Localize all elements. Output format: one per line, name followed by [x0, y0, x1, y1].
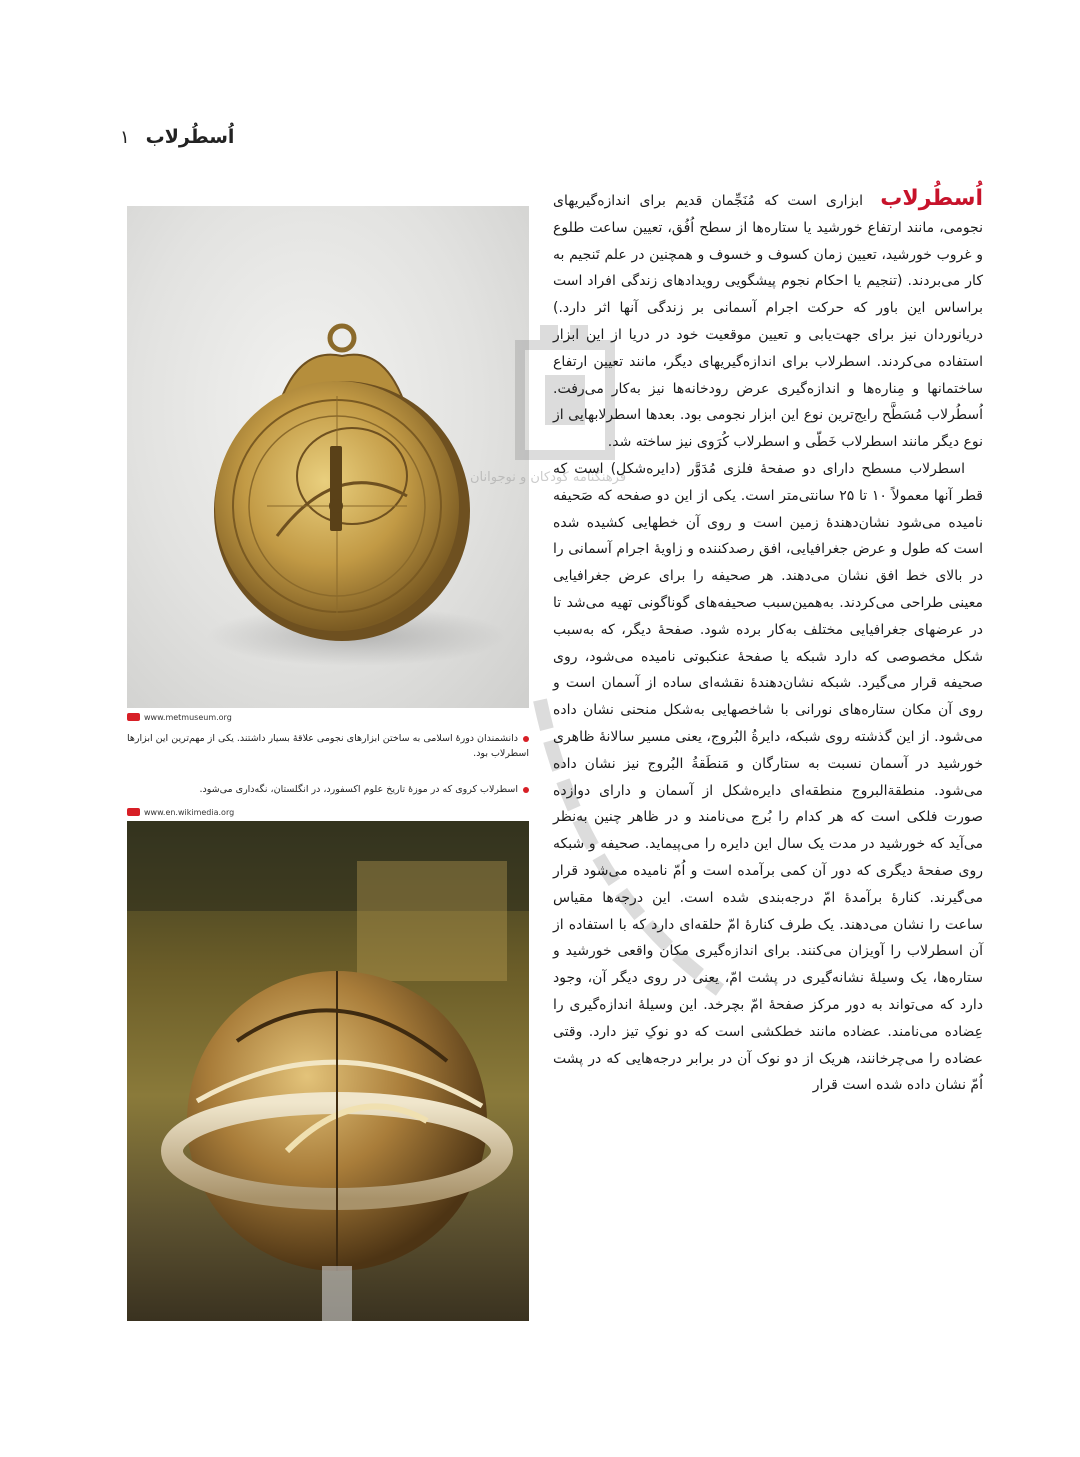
header-title: اُسطُرلاب: [145, 126, 235, 148]
flat-astrolabe-illustration: [127, 206, 529, 708]
running-header: [120, 120, 235, 154]
watermark-text: فرهنگنامه کودکان و نوجوانان: [470, 470, 627, 485]
article-body: [553, 186, 983, 1099]
article-lead-term: اُسطُرلاب: [880, 186, 984, 211]
spherical-astrolabe-illustration: [127, 821, 529, 1321]
caption-spherical-astrolabe: اسطرلاب کروی که در موزهٔ تاریخ علوم اکسفورد، در انگلستان، نگه‌داری می‌شود.: [127, 782, 529, 797]
article-paragraph-1: اُسطُرلاب ابزاری است که مُنَجِّمان قدیم برای اندازه‌گیریهای نجومی، مانند ارتفاع خورشید یا ستاره‌ها از سطح اُفُق، تعیین ساعت طلوع و غروب خورشید، تعیین زمان کسوف و خسوف و همچنین در علم تَنجیم به کار می‌بردند. (تنجیم یا احکام نجوم پیشگویی رویدادهای زندگی افراد است براساس این باور که حرکت اجرام آسمانی بر زندگی آنها اثر دارد.) دریانوردان نیز برای جهت‌یابی و تعیین موقعیت خود در دریا از این ابزار استفاده می‌کردند. اسطرلاب برای اندازه‌گیریهای دیگر، مانند تعیین ارتفاع ساختمانها و مِناره‌ها و اندازه‌گیری عرض رودخانه‌ها نیز به‌کار می‌رفت. اُسطُرلاب مُسَطَّح رایج‌ترین نوع این ابزار نجومی بود. بعدها اسطرلابهایی از نوع دیگر مانند اسطرلاب خَطّی و اسطرلاب کُرَوی نیز ساخته شد.: [553, 186, 984, 451]
camera-icon: [127, 808, 140, 816]
page-number: ۱: [120, 126, 130, 148]
camera-icon: [127, 713, 140, 721]
astrolabe-photo: [127, 206, 529, 708]
bullet-icon: [523, 787, 529, 793]
caption-islamic-scientists: دانشمندان دورهٔ اسلامی به ساختن ابزارهای نجومی علاقهٔ بسیار داشتند. یکی از مهم‌ترین این ابزارها اسطرلاب بود.: [127, 733, 529, 759]
bullet-icon: [523, 736, 529, 742]
photo2-source: www.en.wikimedia.org: [127, 805, 234, 819]
spherical-astrolabe-photo: [127, 821, 529, 1321]
photo1-source: www.metmuseum.org: [127, 710, 232, 724]
article-paragraph-2: اسطرلاب مسطح دارای دو صفحهٔ فلزی مُدَوَّر (دایره‌شکل) است که قطر آنها معمولاً ۱۰ تا ۲۵ سانتی‌متر است. یکی از این دو صفحه که صَحیفه نامیده می‌شود نشان‌دهندهٔ زمین است و روی آن خطهایی کشیده شده است که طول و عرض جغرافیایی، افق رصدکننده و زاویهٔ اجرام آسمانی را در بالای خط افق نشان می‌دهند. هر صحیفه را برای عرض جغرافیایی معینی طراحی می‌کردند. به‌همین‌سبب صحیفه‌های گوناگونی تهیه می‌شد تا در عرضهای جغرافیایی مختلف به‌کار برده شود. صفحهٔ دیگر، که به‌سبب شکل مخصوصی که دارد شبکه یا صفحهٔ عنکبوتی نامیده می‌شود، روی صحیفه قرار می‌گیرد. شبکه نشان‌دهندهٔ نقشه‌ای ساده از آسمان است و روی آن مکان ستاره‌های نورانی با شاخصهایی به‌شکل منحنی نشان داده می‌شود. از این گذشته روی شبکه، دایرةُ البُروج، یعنی مسیر سالانهٔ ظاهری خورشید در آسمان نسبت به ستارگان و مَنطَقةُ البُروج نیز نشان داده می‌شود. منطقةالبروج منطقه‌ای دایره‌شکل از آسمان و دارای دوازده صورت فلکی است که هر کدام را بُرج می‌نامند و در ظاهر چنین به‌نظر می‌آید که خورشید در مدت یک سال این دایره را می‌پیماید. صحیفه و شبکه روی صفحهٔ دیگری که دور آن کمی برآمده است و اُمّ نامیده می‌شود قرار می‌گیرند. کنارهٔ برآمدهٔ امّ درجه‌بندی شده است. این درجه‌ها مقیاس ساعت را نشان می‌دهند. یک طرف کنارهٔ امّ حلقه‌ای دارد که با استفاده از آن اسطرلاب را آویزان می‌کنند. برای اندازه‌گیری مکان واقعی خورشید و ستاره‌ها، یک وسیلهٔ نشانه‌گیری در پشت امّ، یعنی در روی دیگر آن، وجود دارد که می‌تواند به دور مرکز صفحهٔ امّ بچرخد. این وسیلهٔ اندازه‌گیری را عِضاده می‌نامند. عضاده مانند خطکشی است که دو نوکِ تیز دارد. وقتی عضاده را می‌چرخانند، هریک از دو نوک آن در برابر درجه‌هایی که در پشت اُمّ نشان داده شده است قرار: [553, 460, 983, 1094]
